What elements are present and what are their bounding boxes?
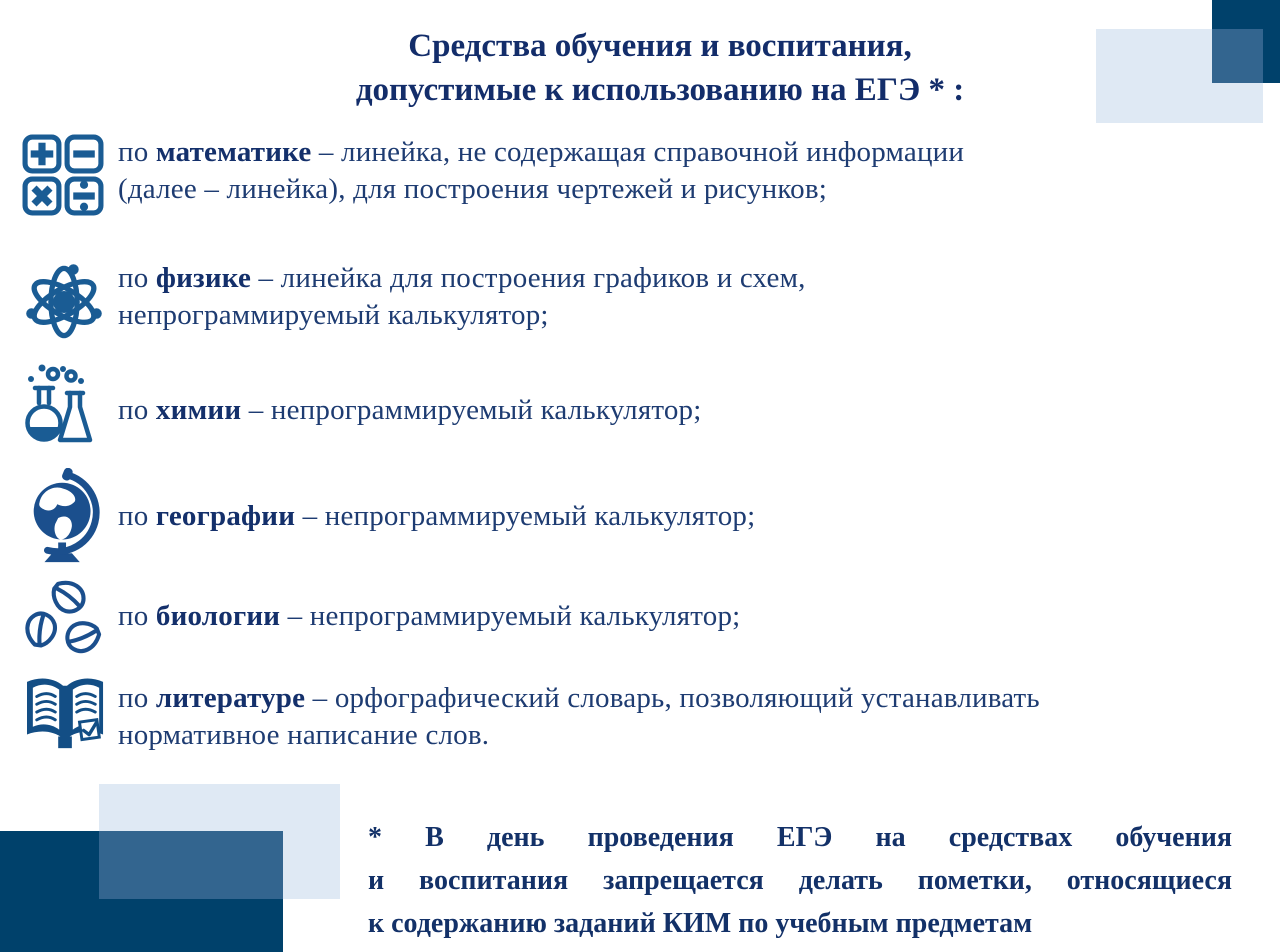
footnote-line-3: к содержанию заданий КИМ по учебным предметам <box>368 908 1033 939</box>
item-chemistry <box>22 362 702 459</box>
subject-label: литературе <box>155 682 306 714</box>
page-title-line-1: Средства обучения и воспитания, <box>408 28 912 64</box>
item-prefix: по <box>118 682 156 714</box>
item-description: – линейка, не содержащая справочной информации <box>311 136 965 168</box>
item-physics <box>22 260 806 349</box>
chemistry-flasks-icon <box>22 362 118 459</box>
item-text <box>118 260 806 334</box>
globe-icon <box>22 468 118 571</box>
footnote <box>368 816 1232 945</box>
item-geography <box>22 468 755 571</box>
item-literature <box>22 676 1040 759</box>
subject-label: биологии <box>155 600 281 632</box>
atom-icon <box>22 260 118 349</box>
leaves-icon <box>22 576 118 665</box>
item-biology <box>22 576 740 665</box>
item-prefix: по <box>118 136 156 168</box>
item-text <box>118 134 964 208</box>
decor-rect-bottom-left-overlap <box>99 831 283 899</box>
item-text <box>118 392 702 429</box>
item-mathematics <box>22 134 964 221</box>
subject-label: химии <box>155 394 242 426</box>
item-description: – непрограммируемый калькулятор; <box>295 500 756 532</box>
subject-label: физике <box>155 262 252 294</box>
subject-label: математике <box>155 136 312 168</box>
page-title <box>40 24 1280 112</box>
item-prefix: по <box>118 262 156 294</box>
page-title-line-2: допустимые к использованию на ЕГЭ * : <box>355 72 965 108</box>
item-description-line-2: нормативное написание слов. <box>118 719 490 751</box>
item-description: – непрограммируемый калькулятор; <box>241 394 702 426</box>
item-description: – линейка для построения графиков и схем, <box>251 262 806 294</box>
footnote-line-1: * В день проведения ЕГЭ на средствах обучения <box>368 822 1232 853</box>
item-prefix: по <box>118 600 156 632</box>
item-description-line-2: (далее – линейка), для построения чертежей и рисунков; <box>118 173 828 205</box>
item-description: – непрограммируемый калькулятор; <box>280 600 741 632</box>
item-text <box>118 598 740 635</box>
item-text <box>118 680 1040 754</box>
subject-label: географии <box>155 500 296 532</box>
item-prefix: по <box>118 394 156 426</box>
item-description-line-2: непрограммируемый калькулятор; <box>118 299 549 331</box>
footnote-line-2: и воспитания запрещается делать пометки, относящиеся <box>368 865 1232 896</box>
open-book-icon <box>22 676 118 759</box>
item-text <box>118 498 755 535</box>
calculator-operations-icon <box>22 134 118 221</box>
item-prefix: по <box>118 500 156 532</box>
item-description: – орфографический словарь, позволяющий устанавливать <box>305 682 1040 714</box>
